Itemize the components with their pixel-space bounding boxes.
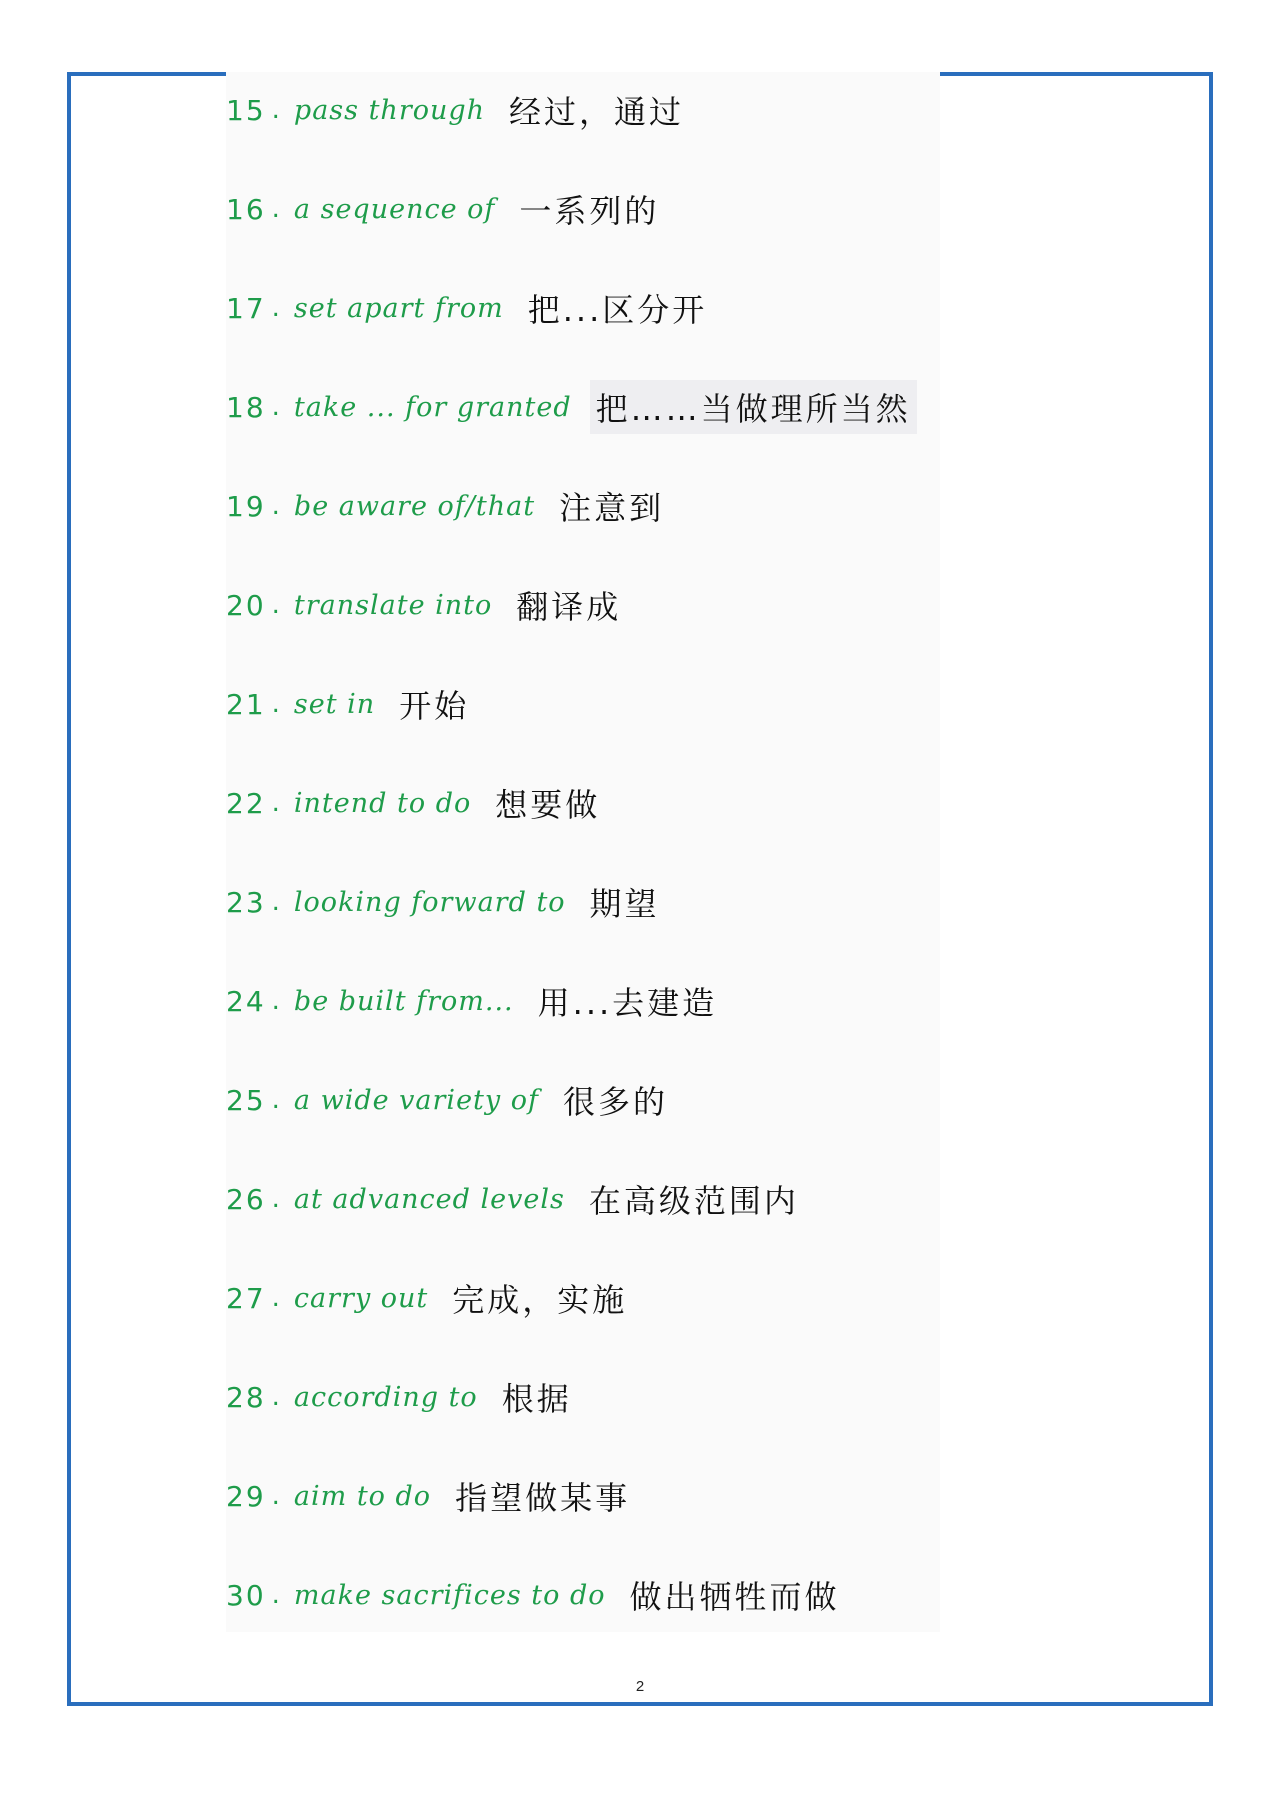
chinese-meaning: 期望: [589, 885, 660, 923]
item-number: 27: [226, 1281, 266, 1315]
list-item: [226, 80, 690, 140]
chinese-meaning: 一系列的: [519, 192, 660, 230]
item-separator: .: [271, 1184, 280, 1214]
english-phrase: be built from...: [293, 985, 514, 1017]
item-separator: .: [271, 293, 280, 323]
list-item: [226, 278, 713, 338]
chinese-meaning: 用...去建造: [537, 984, 718, 1022]
item-separator: .: [271, 788, 280, 818]
list-item: [226, 1169, 805, 1229]
list-item: [226, 674, 475, 734]
english-phrase: set apart from: [293, 292, 504, 324]
chinese-meaning: 开始: [399, 687, 470, 725]
item-separator: .: [271, 194, 280, 224]
item-separator: .: [271, 1283, 280, 1313]
item-number: 16: [226, 192, 266, 226]
chinese-meaning: 做出牺牲而做: [629, 1578, 840, 1616]
item-number: 29: [226, 1479, 266, 1513]
item-number: 24: [226, 984, 266, 1018]
item-number: 23: [226, 885, 266, 919]
english-phrase: carry out: [293, 1282, 429, 1314]
item-separator: .: [271, 1481, 280, 1511]
english-phrase: a sequence of: [293, 193, 496, 225]
item-separator: .: [271, 491, 280, 521]
chinese-meaning-highlighted: 把……当做理所当然: [590, 380, 917, 434]
english-phrase: intend to do: [293, 787, 472, 819]
vocabulary-list: [226, 72, 940, 1632]
english-phrase: looking forward to: [293, 886, 566, 918]
item-separator: .: [271, 1382, 280, 1412]
english-phrase: aim to do: [293, 1480, 432, 1512]
item-number: 17: [226, 291, 266, 325]
list-item: [226, 476, 670, 536]
item-number: 20: [226, 588, 266, 622]
list-item: [226, 179, 665, 239]
item-number: 15: [226, 93, 266, 127]
item-separator: .: [271, 590, 280, 620]
list-item: [226, 872, 666, 932]
item-separator: .: [271, 689, 280, 719]
item-number: 28: [226, 1380, 266, 1414]
item-separator: .: [271, 986, 280, 1016]
chinese-meaning: 翻译成: [516, 588, 622, 626]
chinese-meaning: 把...区分开: [527, 291, 708, 329]
chinese-meaning: 很多的: [562, 1083, 668, 1121]
item-number: 21: [226, 687, 266, 721]
item-number: 19: [226, 489, 266, 523]
list-item: [226, 1367, 578, 1427]
english-phrase: make sacrifices to do: [293, 1579, 606, 1611]
english-phrase: at advanced levels: [293, 1183, 565, 1215]
item-number: 25: [226, 1083, 266, 1117]
item-separator: .: [271, 1580, 280, 1610]
chinese-meaning: 注意到: [559, 489, 665, 527]
item-separator: .: [271, 95, 280, 125]
chinese-meaning: 指望做某事: [455, 1479, 631, 1517]
list-item: [226, 1466, 636, 1526]
list-item: [226, 971, 723, 1031]
item-number: 26: [226, 1182, 266, 1216]
list-item: [226, 1268, 633, 1328]
item-separator: .: [271, 1085, 280, 1115]
item-number: 30: [226, 1578, 266, 1612]
list-item: [226, 1070, 674, 1130]
chinese-meaning: 在高级范围内: [588, 1182, 799, 1220]
chinese-meaning: 根据: [501, 1380, 572, 1418]
item-separator: .: [271, 887, 280, 917]
list-item: [226, 1565, 846, 1625]
english-phrase: take ... for granted: [293, 391, 572, 423]
english-phrase: pass through: [293, 94, 486, 126]
english-phrase: a wide variety of: [293, 1084, 539, 1116]
list-item: [226, 377, 917, 437]
page-number: 2: [635, 1678, 645, 1695]
item-number: 18: [226, 390, 266, 424]
list-item: [226, 773, 606, 833]
english-phrase: set in: [293, 688, 376, 720]
chinese-meaning: 经过，通过: [509, 93, 685, 131]
english-phrase: translate into: [293, 589, 493, 621]
item-number: 22: [226, 786, 266, 820]
chinese-meaning: 想要做: [495, 786, 601, 824]
chinese-meaning: 完成，实施: [452, 1281, 628, 1319]
english-phrase: be aware of/that: [293, 490, 536, 522]
list-item: [226, 575, 627, 635]
item-separator: .: [271, 392, 280, 422]
english-phrase: according to: [293, 1381, 478, 1413]
